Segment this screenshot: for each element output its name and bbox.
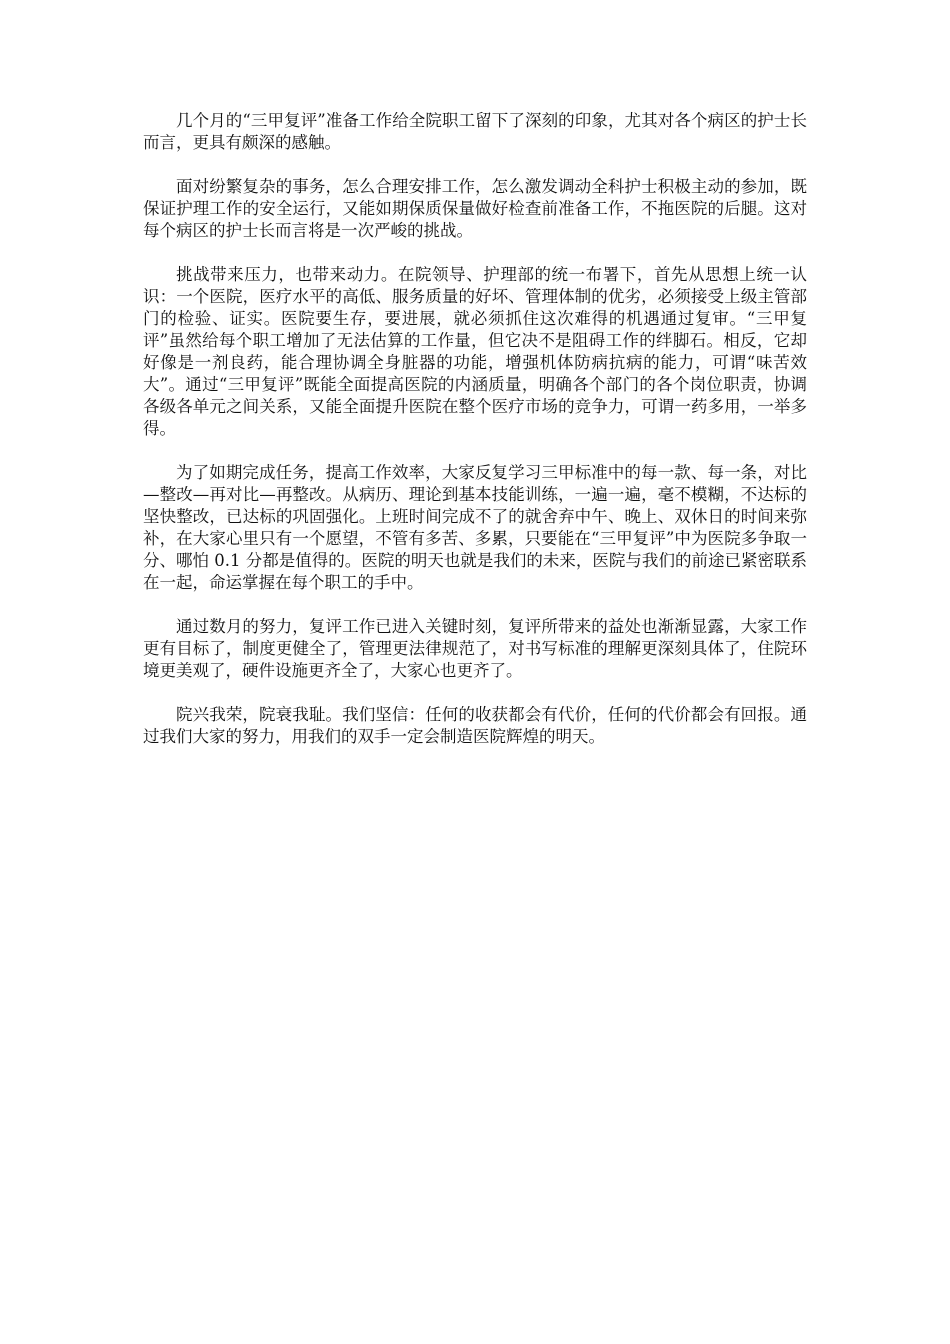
paragraph-2: 面对纷繁复杂的事务，怎么合理安排工作，怎么激发调动全科护士积极主动的参加，既保证护理工作的安全运行，又能如期保质保量做好检查前准备工作，不拖医院的后腿。这对每个病区的护士长而言将是一次严峻的挑战。 [143,177,807,240]
document-body [143,110,807,770]
paragraph-6: 院兴我荣，院衰我耻。我们坚信：任何的收获都会有代价，任何的代价都会有回报。通过我们大家的努力，用我们的双手一定会制造医院辉煌的明天。 [143,705,807,746]
paragraph-5: 通过数月的努力，复评工作已进入关键时刻，复评所带来的益处也渐渐显露，大家工作更有目标了，制度更健全了，管理更法律规范了，对书写标准的理解更深刻具体了，住院环境更美观了，硬件设施更齐全了，大家心也更齐了。 [143,617,807,680]
paragraph-1: 几个月的“三甲复评”准备工作给全院职工留下了深刻的印象，尤其对各个病区的护士长而言，更具有颇深的感触。 [143,111,807,152]
paragraph-3: 挑战带来压力，也带来动力。在院领导、护理部的统一布署下，首先从思想上统一认识：一个医院，医疗水平的高低、服务质量的好坏、管理体制的优劣，必须接受上级主管部门的检验、证实。医院要生存，要进展，就必须抓住这次难得的机遇通过复审。“三甲复评”虽然给每个职工增加了无法估算的工作量，但它决不是阻碍工作的绊脚石。相反，它却好像是一剂良药，能合理协调全身脏器的功能，增强机体防病抗病的能力，可谓“味苦效大”。通过“三甲复评”既能全面提高医院的内涵质量，明确各个部门的各个岗位职责，协调各级各单元之间关系，又能全面提升医院在整个医疗市场的竞争力，可谓一药多用，一举多得。 [143,265,807,438]
paragraph-4: 为了如期完成任务，提高工作效率，大家反复学习三甲标准中的每一款、每一条，对比—整改—再对比—再整改。从病历、理论到基本技能训练，一遍一遍，毫不模糊，不达标的坚快整改，已达标的巩固强化。上班时间完成不了的就舍弃中午、晚上、双休日的时间来弥补，在大家心里只有一个愿望，不管有多苦、多累，只要能在“三甲复评”中为医院多争取一分、哪怕 0.1 分都是值得的。医院的明天也就是我们的未来，医院与我们的前途已紧密联系在一起，命运掌握在每个职工的手中。 [143,463,807,592]
